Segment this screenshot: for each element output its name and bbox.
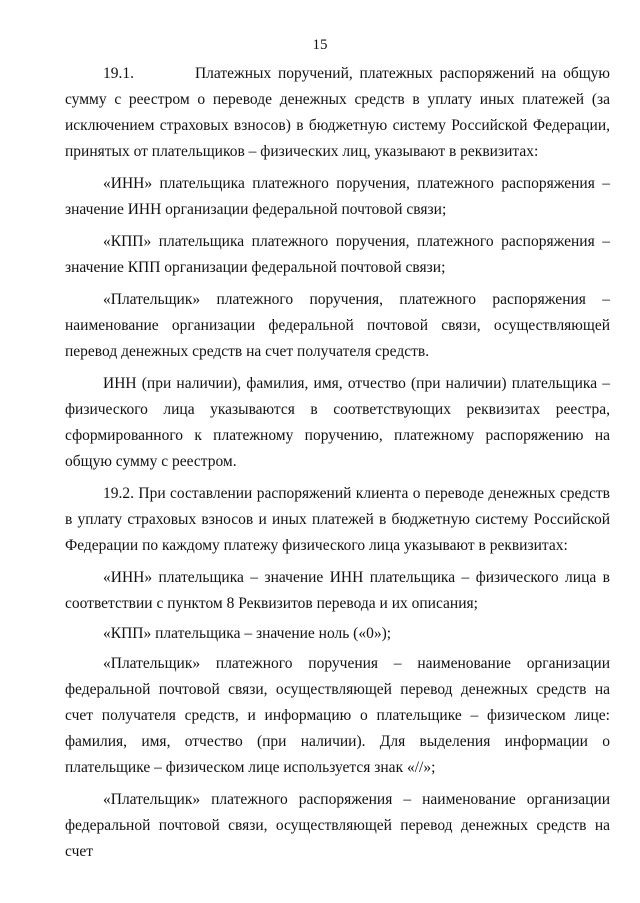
paragraph-19-1: 19.1. Платежных поручений, платежных распоряжений на общую сумму с реестром о переводе денежных средств в уплату иных платежей (за исключением страховых взносов) в бюджетную систему Российской Федерации, принятых от плательщиков – физических лиц, указывают в реквизитах: <box>65 65 610 160</box>
paragraph-inn-payer: «ИНН» плательщика платежного поручения, платежного распоряжения – значение ИНН организации федеральной почтовой связи; <box>65 175 610 218</box>
paragraph-kpp-zero: «КПП» плательщика – значение ноль («0»); <box>103 625 392 642</box>
paragraph-inn-individual: «ИНН» плательщика – значение ИНН плательщика – физического лица в соответствии с пунктом 8 Реквизитов перевода и их описания; <box>65 569 610 612</box>
paragraph-inn-registry: ИНН (при наличии), фамилия, имя, отчество (при наличии) плательщика – физического лица указываются в соответствующих реквизитах реестра, сформированного к платежному поручению, платежному распоряжению на общую сумму с реестром. <box>65 375 610 470</box>
document-body <box>65 61 610 871</box>
paragraph-19-2: 19.2. При составлении распоряжений клиента о переводе денежных средств в уплату страховых взносов и иных платежей в бюджетную систему Российской Федерации по каждому платежу физического лица указывают в реквизитах: <box>65 485 610 554</box>
paragraph-kpp-payer: «КПП» плательщика платежного поручения, платежного распоряжения – значение КПП организации федеральной почтовой связи; <box>65 233 610 276</box>
paragraph-payer-order: «Плательщик» платежного поручения – наименование организации федеральной почтовой связи, осуществляющей перевод денежных средств на счет получателя средств, и информацию о плательщике – физическом лице: фамилия, имя, отчество (при наличии). Для выделения информации о плательщике – физическом лице используется знак «//»; <box>65 655 610 776</box>
page-number: 15 <box>312 37 328 53</box>
paragraph-payer-name: «Плательщик» платежного поручения, платежного распоряжения – наименование организации федеральной почтовой связи, осуществляющей перевод денежных средств на счет получателя средств. <box>65 291 610 360</box>
paragraph-payer-instruction: «Плательщик» платежного распоряжения – наименование организации федеральной почтовой связи, осуществляющей перевод денежных средств на счет <box>65 791 610 860</box>
